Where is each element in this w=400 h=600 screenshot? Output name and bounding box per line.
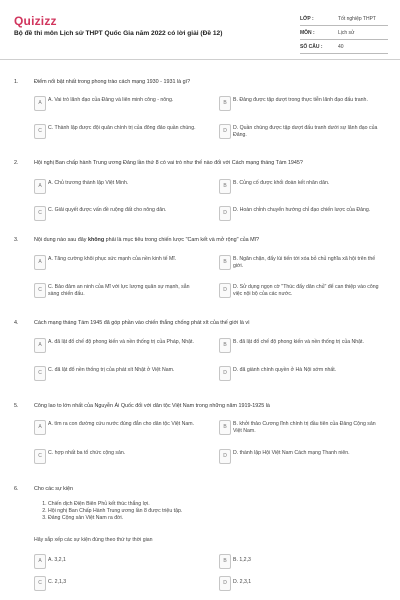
option-text: B. đã lật đổ chế độ phong kiến và nền thống trị của Nhật. <box>233 339 364 345</box>
option-letter-box: B <box>219 96 231 111</box>
option-d[interactable] <box>219 206 389 228</box>
option-text: C. 2,1,3 <box>48 579 67 585</box>
meta-row-subject <box>300 26 388 40</box>
option-text: D. Sử dụng ngọn cờ "Thúc đẩy dân chủ" để can thiệp vào công việc nội bộ của các nước. <box>233 284 379 297</box>
option-letter-box: D <box>219 283 231 298</box>
option-a[interactable] <box>34 338 204 360</box>
question-emphasis: không <box>87 237 105 243</box>
option-a[interactable] <box>34 96 204 118</box>
option-text: A. đã lật đổ chế độ phong kiến và nền thống trị của Pháp, Nhật. <box>48 339 194 345</box>
event-item: 2. Hội nghị Ban Chấp Hành Trung ương lần 8 được triệu tập. <box>48 508 378 515</box>
question-number: 2. <box>14 160 19 166</box>
option-b[interactable] <box>219 338 389 360</box>
option-letter-box: C <box>34 449 46 464</box>
question-prompt: Hãy sắp xếp các sự kiện đúng theo thứ tự thời gian <box>34 537 153 543</box>
question-number: 6. <box>14 486 19 492</box>
event-item: 3. Đảng Cộng sản Việt Nam ra đời. <box>48 515 378 522</box>
option-letter-box: A <box>34 420 46 435</box>
question-number: 3. <box>14 237 19 243</box>
question-text-part: phải là mục tiêu trong chiến lược "Cam kết và mở rộng" của Mĩ? <box>104 237 260 243</box>
option-letter-box: D <box>219 576 231 591</box>
option-b[interactable] <box>219 255 389 277</box>
option-d[interactable] <box>219 449 389 471</box>
option-text: A. tìm ra con đường cứu nước đúng đắn cho dân tộc Việt Nam. <box>48 421 195 427</box>
option-b[interactable] <box>219 179 389 201</box>
option-letter-box: A <box>34 96 46 111</box>
option-b[interactable] <box>219 96 389 118</box>
option-letter-box: D <box>219 449 231 464</box>
meta-label: MÔN : <box>300 29 315 36</box>
option-c[interactable] <box>34 449 204 471</box>
option-letter-box: D <box>219 124 231 139</box>
option-letter-box: A <box>34 338 46 353</box>
option-text: D. thành lập Hội Việt Nam Cách mạng Thanh niên. <box>233 450 350 456</box>
option-text: D. 2,3,1 <box>233 579 252 585</box>
option-text: A. 3,2,1 <box>48 557 66 563</box>
option-c[interactable] <box>34 124 204 146</box>
question-number: 5. <box>14 403 19 409</box>
option-text: C. đã lật đổ nền thống trị của phát xít Nhật ở Việt Nam. <box>48 367 175 373</box>
option-b[interactable] <box>219 554 389 576</box>
question-text <box>34 237 374 244</box>
meta-label: SỐ CÂU : <box>300 43 323 50</box>
question-number: 1. <box>14 79 19 85</box>
header-divider <box>0 59 400 60</box>
event-item: 1. Chiến dịch Điện Biên Phủ kết thúc thắng lợi. <box>48 501 378 508</box>
question-number: 4. <box>14 320 19 326</box>
meta-label: LỚP : <box>300 15 314 22</box>
option-d[interactable] <box>219 283 389 305</box>
option-text: B. Củng cố được khối đoàn kết nhân dân. <box>233 180 330 186</box>
meta-value: Tốt nghiệp THPT <box>338 15 376 22</box>
meta-info-table <box>300 12 388 54</box>
option-letter-box: D <box>219 366 231 381</box>
option-a[interactable] <box>34 255 204 277</box>
option-letter-box: C <box>34 366 46 381</box>
question-text: Cách mạng tháng Tám 1945 đã góp phần vào chiến thắng chống phát xít của thế giới là vì <box>34 320 250 326</box>
option-letter-box: B <box>219 554 231 569</box>
option-text: C. hợp nhất ba tổ chức cộng sản. <box>48 450 126 456</box>
option-d[interactable] <box>219 366 389 388</box>
quizizz-logo: Quizizz <box>14 14 57 28</box>
meta-value: Lịch sử <box>338 29 355 36</box>
option-a[interactable] <box>34 179 204 201</box>
option-text: D. đã giành chính quyền ở Hà Nội sớm nhất. <box>233 367 337 373</box>
option-text: C. Giải quyết được vấn đề ruộng đất cho nông dân. <box>48 207 167 213</box>
meta-row-class <box>300 12 388 26</box>
option-text: C. Thành lập được đội quân chính trị của đông đảo quần chúng. <box>48 125 196 131</box>
option-letter-box: A <box>34 179 46 194</box>
question-text: Cho các sự kiện <box>34 486 73 492</box>
option-letter-box: A <box>34 554 46 569</box>
document-title: Bộ đề thi môn Lịch sử THPT Quốc Gia năm 2022 có lời giải (Đề 12) <box>14 30 223 37</box>
question-text: Hội nghị Ban chấp hành Trung ương Đảng lần thứ 8 có vai trò như thế nào đối với Cách mạng tháng Tám 1945? <box>34 160 303 166</box>
option-c[interactable] <box>34 576 204 598</box>
option-text: B. 1,2,3 <box>233 557 251 563</box>
option-letter-box: C <box>34 576 46 591</box>
option-b[interactable] <box>219 420 389 442</box>
option-letter-box: D <box>219 206 231 221</box>
option-letter-box: B <box>219 420 231 435</box>
option-text: B. Đảng được tập dượt trong thực tiễn lãnh đạo đấu tranh. <box>233 97 368 103</box>
option-text: A. Vai trò lãnh đạo của Đảng và liên minh công - nông. <box>48 97 174 103</box>
option-text: A. Tăng cường khôi phục sức mạnh của nền kinh tế Mĩ. <box>48 256 177 262</box>
option-letter-box: C <box>34 283 46 298</box>
option-letter-box: A <box>34 255 46 270</box>
option-d[interactable] <box>219 576 389 598</box>
option-text: D. Hoàn chỉnh chuyển hướng chỉ đạo chiến lược của Đảng. <box>233 207 371 213</box>
option-letter-box: C <box>34 206 46 221</box>
option-c[interactable] <box>34 283 204 305</box>
question-text-part: Nội dung nào sau đây <box>34 237 88 243</box>
option-text: A. Chủ trương thành lập Việt Minh. <box>48 180 129 186</box>
option-c[interactable] <box>34 206 204 228</box>
option-text: D. Quần chúng được tập dượt đấu tranh dưới sự lãnh đạo của Đảng. <box>233 125 378 138</box>
option-letter-box: C <box>34 124 46 139</box>
option-letter-box: B <box>219 338 231 353</box>
option-d[interactable] <box>219 124 389 146</box>
question-text: Công lao to lớn nhất của Nguyễn Ái Quốc đối với dân tộc Việt Nam trong những năm 1919-1925 là <box>34 403 270 409</box>
option-text: C. Bảo đảm an ninh của Mĩ với lực lượng quân sự mạnh, sẵn sàng chiến đấu. <box>48 284 190 297</box>
meta-value: 40 <box>338 43 344 50</box>
question-text: Điểm nổi bật nhất trong phong trào cách mạng 1930 - 1931 là gì? <box>34 79 191 85</box>
option-letter-box: B <box>219 179 231 194</box>
meta-row-count <box>300 40 388 54</box>
option-text: B. khởi thảo Cương lĩnh chính trị đầu tiên của Đảng Cộng sản Việt Nam. <box>233 421 376 434</box>
option-letter-box: B <box>219 255 231 270</box>
option-text: B. Ngăn chặn, đẩy lùi tiến tới xóa bỏ chủ nghĩa xã hội trên thế giới. <box>233 256 376 269</box>
option-c[interactable] <box>34 366 204 388</box>
option-a[interactable] <box>34 554 204 576</box>
event-list <box>34 501 378 522</box>
option-a[interactable] <box>34 420 204 442</box>
